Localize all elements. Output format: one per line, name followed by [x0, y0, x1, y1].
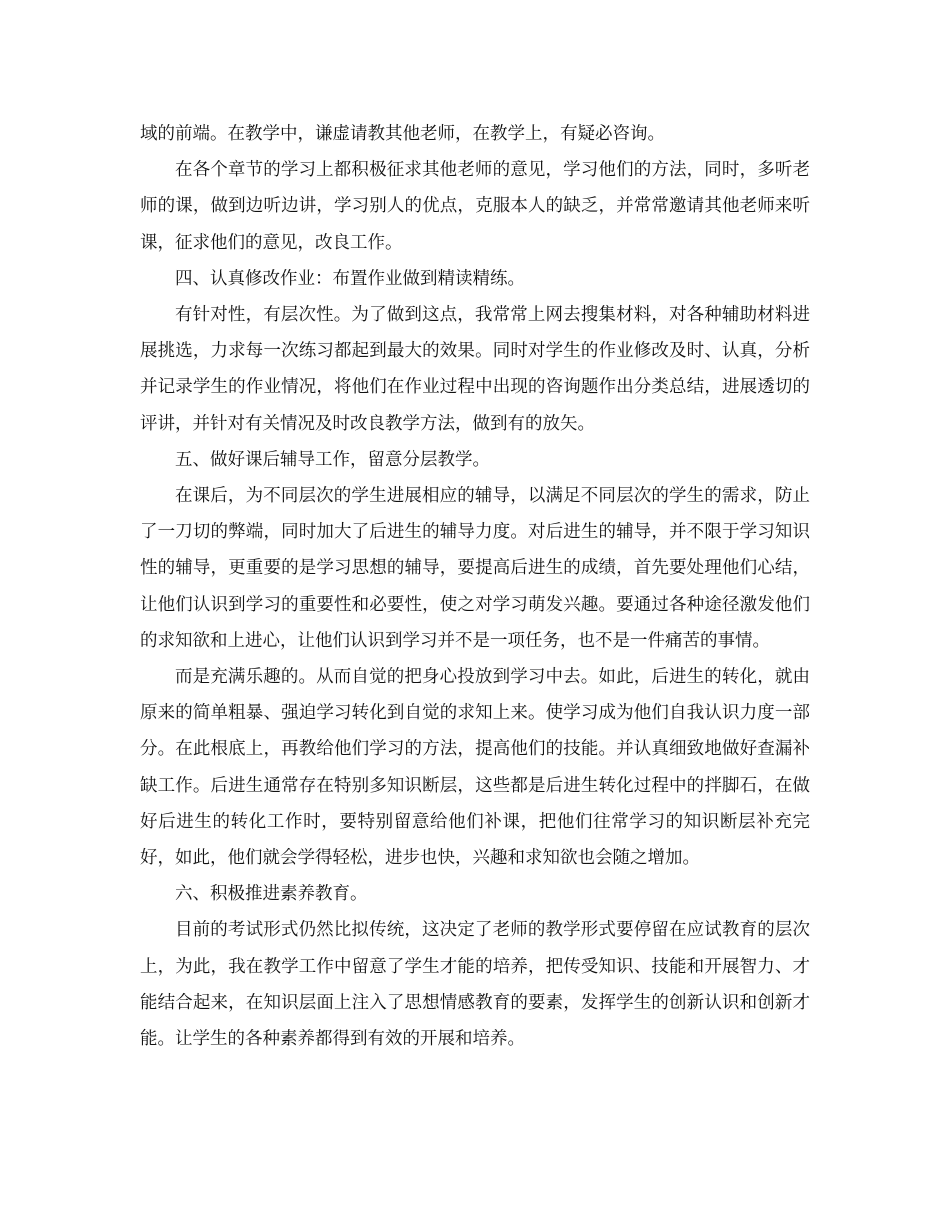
- paragraph-homework: 有针对性，有层次性。为了做到这点，我常常上网去搜集材料，对各种辅助材料进展挑选，力求每一次练习都起到最大的效果。同时对学生的作业修改及时、认真，分析并记录学生的作业情况，将他们在作业过程中出现的咨询题作出分类总结，进展透切的评讲，并针对有关情况及时改良教学方法，做到有的放矢。: [140, 305, 810, 434]
- section-heading-4: 四、认真修改作业：布置作业做到精读精练。: [175, 268, 525, 289]
- paragraph-quality-education: 目前的考试形式仍然比拟传统，这决定了老师的教学形式要停留在应试教育的层次上，为此，我在教学工作中留意了学生才能的培养，把传受知识、技能和开展智力、才能结合起来，在知识层面上注入了思想情感教育的要素，发挥学生的创新认识和创新才能。让学生的各种素养都得到有效的开展和培养。: [140, 920, 810, 1050]
- paragraph-after-class-tutoring: 在课后，为不同层次的学生进展相应的辅导，以满足不同层次的学生的需求，防止了一刀切的弊端，同时加大了后进生的辅导力度。对后进生的辅导，并不限于学习知识性的辅导，更重要的是学习思想的辅导，要提高后进生的成绩，首先要处理他们心结，让他们认识到学习的重要性和必要性，使之对学习萌发兴趣。要通过各种途径激发他们的求知欲和上进心，让他们认识到学习并不是一项任务，也不是一件痛苦的事情。: [140, 486, 810, 651]
- section-heading-5: 五、做好课后辅导工作，留意分层教学。: [175, 449, 490, 470]
- paragraph-seek-advice: 在各个章节的学习上都积极征求其他老师的意见，学习他们的方法，同时，多听老师的课，做到边听边讲，学习别人的优点，克服本人的缺乏，并常常邀请其他老师来听课，征求他们的意见，改良工作。: [140, 160, 810, 253]
- section-heading-6: 六、积极推进素养教育。: [175, 884, 368, 905]
- paragraph-continued: 域的前端。在教学中，谦虚请教其他老师，在教学上，有疑必咨询。: [140, 124, 665, 144]
- paragraph-struggling-students: 而是充满乐趣的。从而自觉的把身心投放到学习中去。如此，后进生的转化，就由原来的简单粗暴、强迫学习转化到自觉的求知上来。使学习成为他们自我认识力度一部分。在此根底上，再教给他们学习的方法，提高他们的技能。并认真细致地做好查漏补缺工作。后进生通常存在特别多知识断层，这些都是后进生转化过程中的拌脚石，在做好后进生的转化工作时，要特别留意给他们补课，把他们往常学习的知识断层补充完好，如此，他们就会学得轻松，进步也快，兴趣和求知欲也会随之增加。: [140, 667, 810, 869]
- document-body: [140, 116, 810, 1057]
